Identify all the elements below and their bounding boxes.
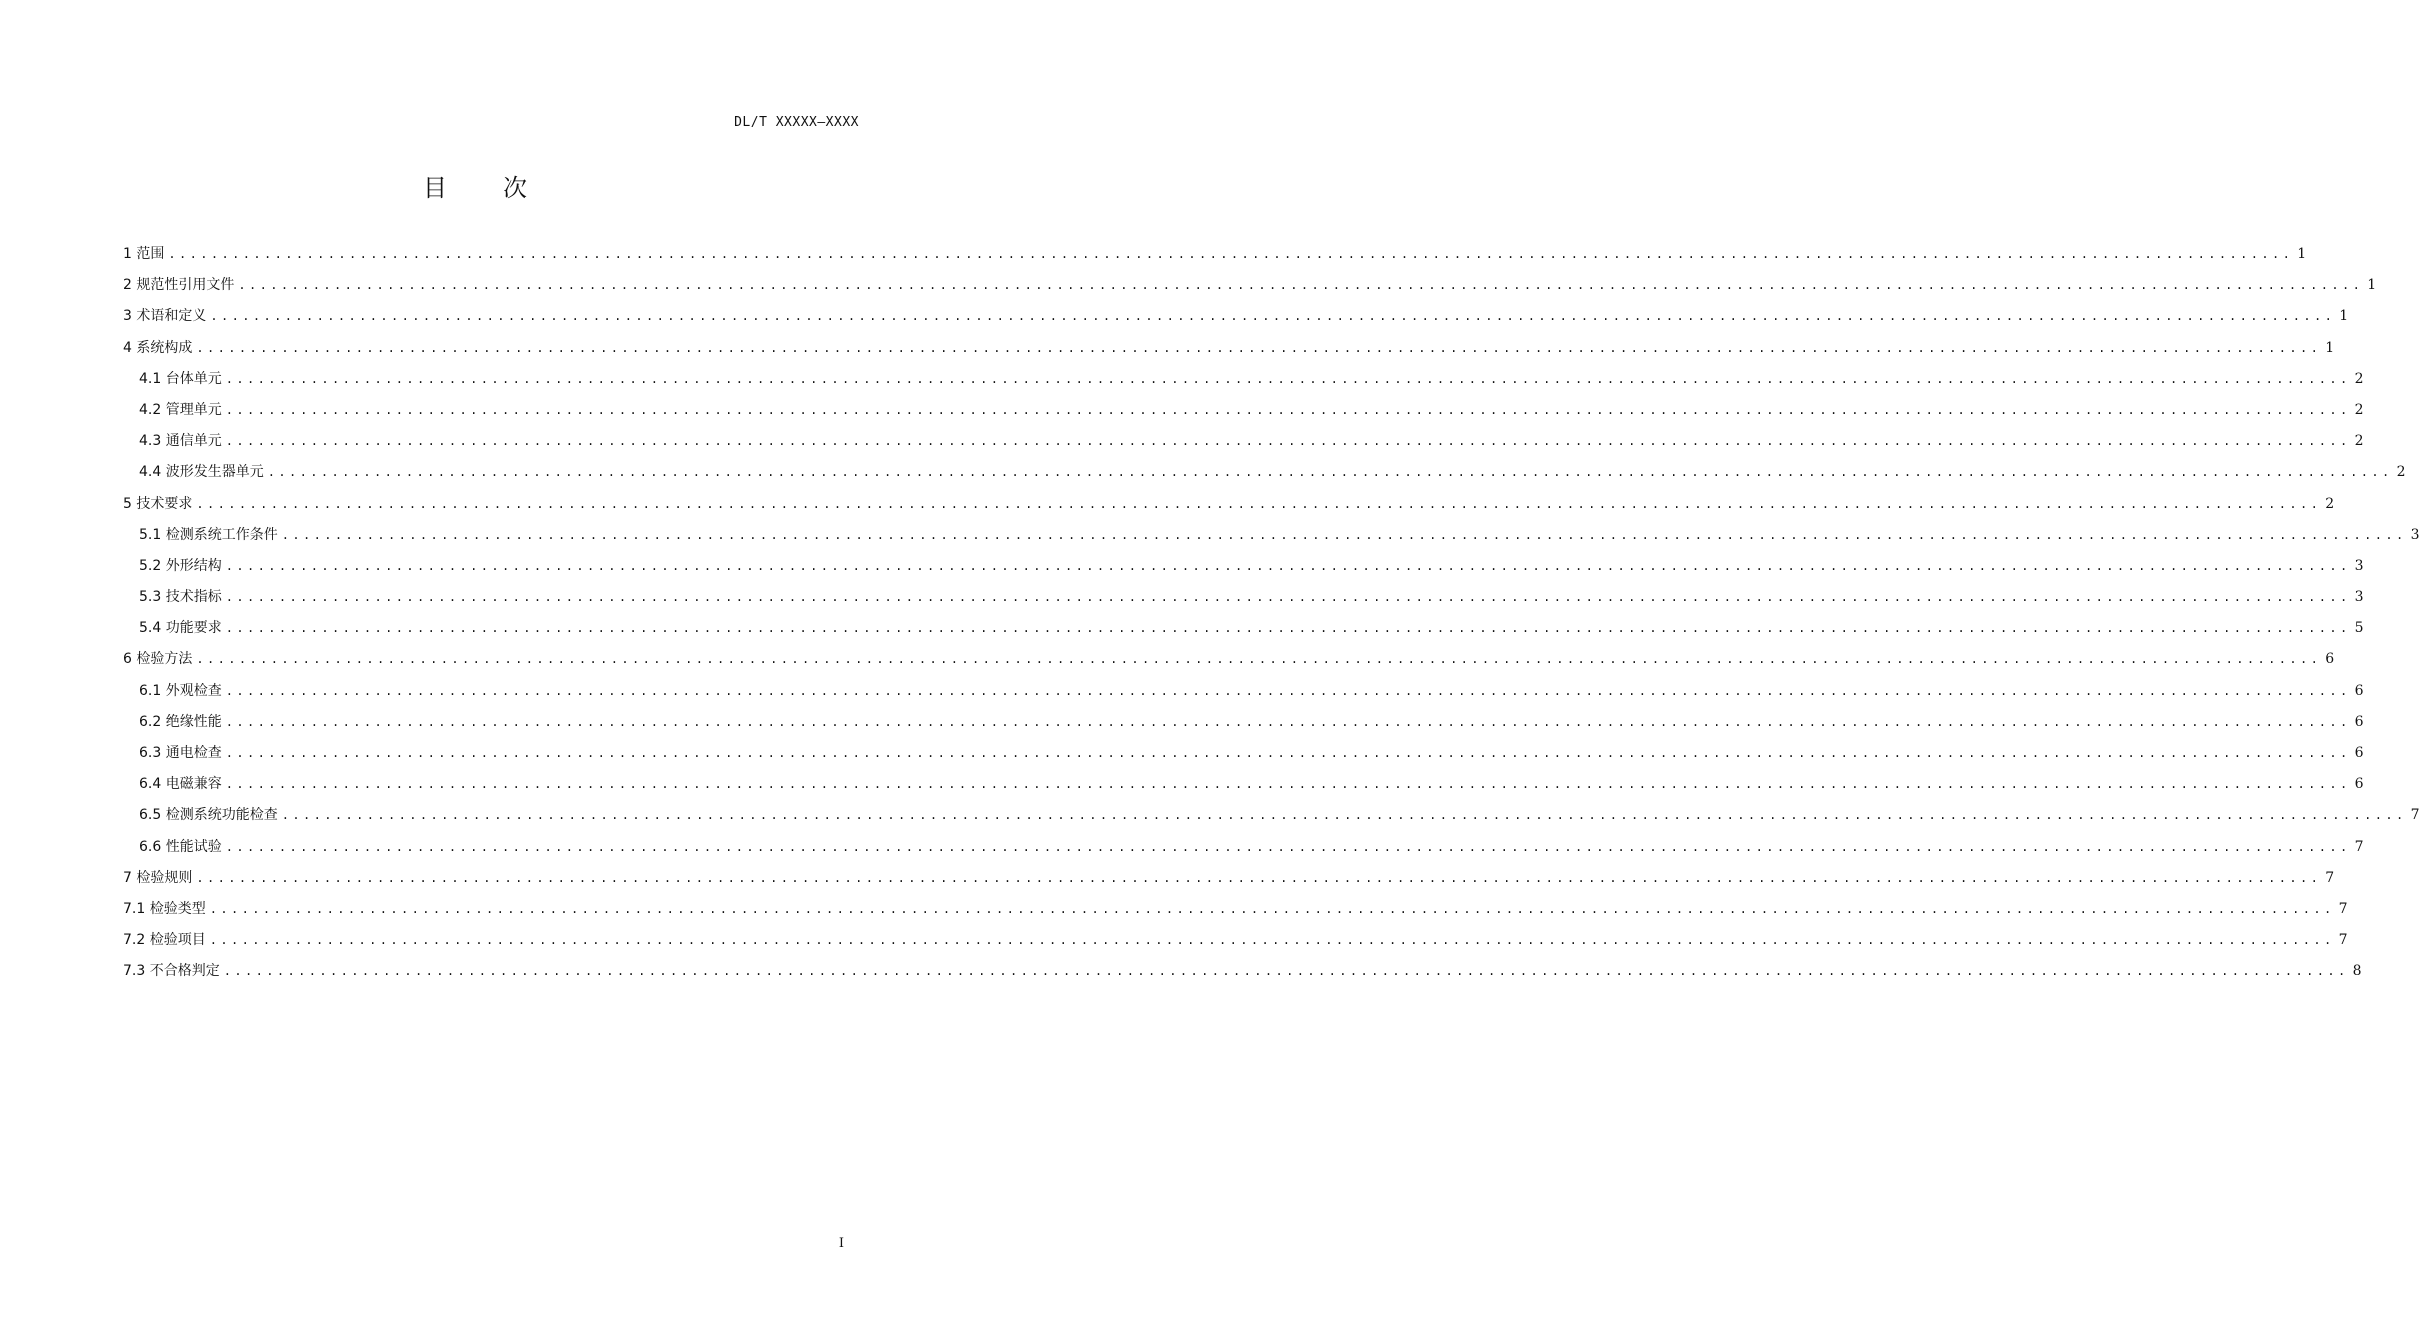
toc-entry-page: 1	[2325, 339, 2335, 356]
toc-entry-page: 7	[2338, 900, 2348, 917]
toc-entry-page: 7	[2410, 807, 2420, 824]
toc-entry-label: 7.3 不合格判定	[123, 963, 220, 980]
toc-entry-page: 1	[2297, 246, 2307, 262]
toc-leader-dots: ........................................................................................................................................................................................................	[225, 371, 2351, 386]
toc-entry[interactable]	[123, 524, 2420, 555]
toc-entry-page: 5	[2354, 620, 2364, 637]
toc-entry-page: 2	[2354, 401, 2364, 418]
toc-entry-label: 6.6 性能试验	[139, 838, 222, 855]
toc-entry[interactable]	[123, 493, 2335, 524]
page-number: I	[838, 1236, 844, 1251]
toc-leader-dots: ........................................................................................................................................................................................................	[210, 309, 2336, 324]
toc-entry-label: 5.3 技术指标	[139, 589, 222, 606]
toc-leader-dots: ........................................................................................................................................................................................................	[225, 777, 2351, 792]
toc-leader-dots: ........................................................................................................................................................................................................	[225, 434, 2351, 449]
toc-entry-page: 7	[2354, 838, 2364, 855]
toc-entry-label: 4.4 波形发生器单元	[139, 464, 264, 481]
toc-entry-page: 6	[2354, 776, 2364, 793]
toc-leader-dots: ........................................................................................................................................................................................................	[196, 496, 2322, 511]
toc-entry-page: 2	[2354, 433, 2364, 450]
toc-entry[interactable]	[123, 617, 2364, 648]
toc-leader-dots: ........................................................................................................................................................................................................	[223, 964, 2349, 979]
toc-leader-dots: ........................................................................................................................................................................................................	[267, 465, 2393, 480]
toc-entry-page: 1	[2367, 277, 2377, 294]
toc-leader-dots: ........................................................................................................................................................................................................	[168, 247, 2294, 261]
toc-entry[interactable]	[123, 711, 2364, 742]
toc-leader-dots: ........................................................................................................................................................................................................	[225, 621, 2351, 636]
document-code: DL/T XXXXX—XXXX	[734, 115, 859, 130]
toc-leader-dots: ........................................................................................................................................................................................................	[281, 527, 2407, 542]
toc-entry-page: 2	[2354, 370, 2364, 387]
toc-entry-page: 8	[2352, 963, 2362, 980]
toc-entry-label: 4 系统构成	[123, 339, 193, 356]
toc-entry-label: 6.2 绝缘性能	[139, 713, 222, 730]
toc-leader-dots: ........................................................................................................................................................................................................	[281, 808, 2407, 823]
toc-entry[interactable]	[123, 274, 2377, 305]
toc-entry[interactable]	[123, 867, 2335, 898]
toc-entry-label: 6.1 外观检查	[139, 682, 222, 699]
page-title: 目次	[423, 174, 583, 202]
toc-entry-page: 1	[2339, 308, 2349, 325]
toc-entry-label: 5.2 外形结构	[139, 557, 222, 574]
toc-entry[interactable]	[123, 648, 2335, 679]
toc-entry-page: 3	[2354, 589, 2364, 606]
toc-leader-dots: ........................................................................................................................................................................................................	[209, 933, 2335, 948]
toc-entry[interactable]	[123, 586, 2364, 617]
toc-entry-page: 2	[2325, 495, 2335, 512]
toc-entry-page: 7	[2338, 932, 2348, 949]
toc-entry[interactable]	[123, 555, 2364, 586]
toc-entry-label: 6.4 电磁兼容	[139, 776, 222, 793]
toc-entry-page: 6	[2354, 745, 2364, 761]
toc-leader-dots: ........................................................................................................................................................................................................	[225, 714, 2351, 729]
toc-entry-label: 6.5 检测系统功能检查	[139, 807, 278, 824]
toc-entry[interactable]	[123, 399, 2364, 430]
toc-entry-label: 2 规范性引用文件	[123, 277, 235, 294]
toc-entry[interactable]	[123, 804, 2420, 835]
toc-leader-dots: ........................................................................................................................................................................................................	[209, 901, 2335, 916]
toc-entry-label: 5.4 功能要求	[139, 620, 222, 637]
toc-leader-dots: ........................................................................................................................................................................................................	[225, 683, 2351, 698]
toc-entry-label: 4.2 管理单元	[139, 401, 222, 418]
toc-entry-label: 6.3 通电检查	[139, 745, 222, 761]
toc-entry-page: 6	[2325, 651, 2335, 668]
toc-entry-label: 4.1 台体单元	[139, 370, 222, 387]
toc-leader-dots: ........................................................................................................................................................................................................	[225, 558, 2351, 573]
toc-entry[interactable]	[123, 305, 2349, 336]
toc-entry[interactable]	[123, 680, 2364, 711]
toc-entry-label: 7.1 检验类型	[123, 900, 206, 917]
toc-entry-label: 7 检验规则	[123, 869, 193, 886]
toc-entry-page: 3	[2410, 526, 2420, 543]
toc-entry[interactable]	[123, 773, 2364, 804]
toc-leader-dots: ........................................................................................................................................................................................................	[225, 746, 2351, 760]
toc-entry-label: 5.1 检测系统工作条件	[139, 526, 278, 543]
toc-entry-label: 7.2 检验项目	[123, 932, 206, 949]
toc-leader-dots: ........................................................................................................................................................................................................	[196, 652, 2322, 667]
toc-entry-page: 6	[2354, 682, 2364, 699]
toc-entry-page: 2	[2396, 464, 2406, 481]
toc-entry[interactable]	[123, 898, 2348, 929]
toc-leader-dots: ........................................................................................................................................................................................................	[225, 839, 2351, 854]
toc-entry-label: 1 范围	[123, 246, 165, 262]
toc-entry-page: 7	[2325, 869, 2335, 886]
toc-leader-dots: ........................................................................................................................................................................................................	[196, 870, 2322, 885]
toc-leader-dots: ........................................................................................................................................................................................................	[238, 278, 2364, 293]
toc-leader-dots: ........................................................................................................................................................................................................	[225, 402, 2351, 417]
toc-entry-page: 3	[2354, 557, 2364, 574]
toc-entry[interactable]	[123, 960, 2362, 991]
table-of-contents	[123, 243, 2420, 992]
toc-entry[interactable]	[123, 430, 2364, 461]
toc-entry-label: 5 技术要求	[123, 495, 193, 512]
toc-entry[interactable]	[123, 461, 2406, 492]
toc-entry[interactable]	[123, 929, 2348, 960]
toc-entry[interactable]	[123, 836, 2364, 867]
toc-leader-dots: ........................................................................................................................................................................................................	[225, 590, 2351, 605]
toc-entry-label: 6 检验方法	[123, 651, 193, 668]
toc-leader-dots: ........................................................................................................................................................................................................	[196, 340, 2322, 355]
toc-entry[interactable]	[123, 742, 2364, 773]
toc-entry-label: 4.3 通信单元	[139, 433, 222, 450]
toc-entry-page: 6	[2354, 713, 2364, 730]
toc-entry[interactable]	[123, 243, 2307, 274]
toc-entry[interactable]	[123, 337, 2335, 368]
toc-entry-label: 3 术语和定义	[123, 308, 207, 325]
toc-entry[interactable]	[123, 368, 2364, 399]
